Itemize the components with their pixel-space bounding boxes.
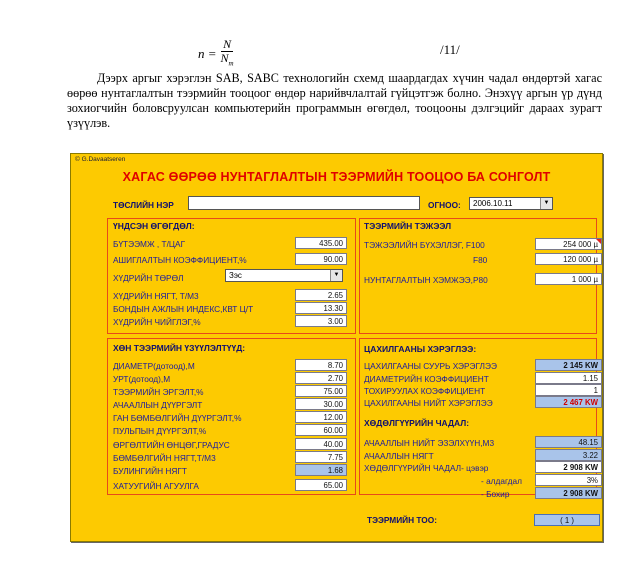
capacity-heading: ХӨДӨЛГҮҮРИЙН ЧАДАЛ: xyxy=(364,418,470,428)
mill-param-label: ДИАМЕТР(дотоод),М xyxy=(113,361,195,371)
date-select[interactable] xyxy=(469,197,553,210)
mill-param-input[interactable]: 8.70 xyxy=(295,359,347,371)
capacity-row-label: АЧААЛЛЫН НИЙТ ЭЗЭЛХҮҮН,М3 xyxy=(364,438,495,448)
power-row-label: ЦАХИЛГААНЫ НИЙТ ХЭРЭГЛЭЭ xyxy=(364,398,493,408)
mill-param-label: ТЭЭРМИЙН ЭРГЭЛТ,% xyxy=(113,387,204,397)
formula xyxy=(198,38,234,70)
mill-count-label: ТЭЭРМИЙН ТОО: xyxy=(367,515,437,525)
mill-param-input[interactable]: 65.00 xyxy=(295,479,347,491)
productivity-input[interactable]: 435.00 xyxy=(295,237,347,249)
capacity-row-value: 3.22 xyxy=(535,449,602,461)
mill-param-label: ХАТУУГИЙН АГУУЛГА xyxy=(113,481,199,491)
mill-param-label: АЧААЛЛЫН ДҮҮРГЭЛТ xyxy=(113,400,203,410)
project-name-label: ТӨСЛИЙН НЭР xyxy=(113,200,174,210)
author-credit: © G.Davaatseren xyxy=(75,156,126,163)
mill-param-label: БУЛИНГИЙН НЯГТ xyxy=(113,466,187,476)
mill-param-input[interactable]: 75.00 xyxy=(295,385,347,397)
capacity-row-value: 48.15 xyxy=(535,436,602,448)
mill-param-label: БӨМБӨЛГИЙН НЯГТ,Т/М3 xyxy=(113,453,216,463)
mill-param-label: УРТ(дотоод),М xyxy=(113,374,171,384)
chevron-down-icon[interactable]: ▼ xyxy=(330,270,342,281)
mill-param-input[interactable]: 40.00 xyxy=(295,438,347,450)
capacity-row-value: 2 908 KW xyxy=(535,461,602,473)
capacity-row-label: - алдагдал xyxy=(481,476,522,486)
density-label: ХҮДРИЙН НЯГТ, Т/М3 xyxy=(113,291,199,301)
power-row-label: ТОХИРУУЛАХ КОЭФФИЦИЕНТ xyxy=(364,386,486,396)
mill-param-input[interactable]: 30.00 xyxy=(295,398,347,410)
bond-label: БОНДЫН АЖЛЫН ИНДЕКС,КВТ Ц/Т xyxy=(113,304,254,314)
mill-param-label: ПУЛЬПЫН ДҮҮРГЭЛТ,% xyxy=(113,426,207,436)
capacity-row-value: 3% xyxy=(535,474,602,486)
date-label: ОГНОО: xyxy=(428,200,461,210)
mill-heading: ХӨН ТЭЭРМИЙН ҮЗҮҮЛЭЛТҮҮД: xyxy=(113,343,246,353)
date-value: 2006.10.11 xyxy=(473,199,513,208)
ore-type-label: ХҮДРИЙН ТӨРӨЛ xyxy=(113,273,184,283)
f80-label: F80 xyxy=(473,255,488,265)
power-row-label: ДИАМЕТРИЙН КОЭФФИЦИЕНТ xyxy=(364,374,489,384)
moisture-input[interactable]: 3.00 xyxy=(295,315,347,327)
mill-param-input[interactable]: 12.00 xyxy=(295,411,347,423)
equation-number: /11/ xyxy=(440,42,460,57)
feed-size-label: ТЭЖЭЭЛИЙН БҮХЭЛЛЭГ, F100 xyxy=(364,240,485,250)
mill-count-value: ( 1 ) xyxy=(534,514,600,526)
app-panel xyxy=(70,153,603,542)
power-row-value: 1 xyxy=(535,384,602,396)
mill-param-input[interactable]: 2.70 xyxy=(295,372,347,384)
usage-label: АШИГЛАЛТЫН КОЭФФИЦИЕНТ,% xyxy=(113,255,247,265)
bond-input[interactable]: 13.30 xyxy=(295,302,347,314)
power-row-label: ЦАХИЛГААНЫ СУУРЬ ХЭРЭГЛЭЭ xyxy=(364,361,497,371)
capacity-row-label: АЧААЛЛЫН НЯГТ xyxy=(364,451,434,461)
feed-size-input[interactable]: 254 000 µ xyxy=(535,238,602,250)
mill-param-input[interactable]: 1.68 xyxy=(295,464,347,476)
formula-denominator-text: N xyxy=(220,51,229,65)
f80-input[interactable]: 120 000 µ xyxy=(535,253,602,265)
formula-denominator xyxy=(221,52,234,70)
capacity-row-label: ХӨДӨЛГҮҮРИЙН ЧАДАЛ- цэвэр xyxy=(364,463,489,473)
usage-input[interactable]: 90.00 xyxy=(295,253,347,265)
formula-numerator: N xyxy=(223,37,232,51)
formula-lhs: n = xyxy=(198,46,217,62)
fineness-label: НУНТАГЛАЛТЫН ХЭМЖЭЭ,P80 xyxy=(364,275,488,285)
feed-heading: ТЭЭРМИЙН ТЭЖЭЭЛ xyxy=(364,221,452,231)
power-heading: ЦАХИЛГААНЫ ХЭРЭГЛЭЭ: xyxy=(364,344,477,354)
project-name-input[interactable] xyxy=(188,196,420,210)
app-title: ХАГАС ӨӨРӨӨ НУНТАГЛАЛТЫН ТЭЭРМИЙН ТООЦОО БА СОНГОЛТ xyxy=(122,170,551,184)
chevron-down-icon[interactable]: ▼ xyxy=(540,198,552,209)
base-heading: ҮНДСЭН ӨГӨГДӨЛ: xyxy=(113,221,195,231)
mill-param-label: ГАН БӨМБӨЛГИЙН ДҮҮРГЭЛТ,% xyxy=(113,413,242,423)
formula-fraction xyxy=(221,38,234,70)
ore-type-select[interactable] xyxy=(225,269,343,282)
moisture-label: ХҮДРИЙН ЧИЙГЛЭГ,% xyxy=(113,317,201,327)
power-row-value: 2 145 KW xyxy=(535,359,602,371)
mill-param-label: ӨРГӨЛТИЙН ӨНЦӨГ,ГРАДУС xyxy=(113,440,230,450)
ore-type-value: Зэс xyxy=(229,271,242,280)
productivity-label: БҮТЭЭМЖ , Т/ЦАГ xyxy=(113,239,186,249)
capacity-row-value: 2 908 KW xyxy=(535,487,602,499)
density-input[interactable]: 2.65 xyxy=(295,289,347,301)
mill-param-input[interactable]: 7.75 xyxy=(295,451,347,463)
body-paragraph: Дээрх аргыг хэрэглэн SAB, SABC технологийн схемд шаардагдах хүчин чадал өндөртэй хагас өөрөө нунтаглалтын тээрмийн тооцоог өндөр нарийвчлалтай гүйцэтгэж болно. Энэхүү аргын үр дүнд зохиогчийн боловсруулсан компьютерийн программын өгөгдөл, тооцооны дэлгэцийг дараах зурагт үзүүлэв. xyxy=(67,71,602,130)
power-row-value: 1.15 xyxy=(535,372,602,384)
formula-denominator-sub: m xyxy=(228,59,234,68)
fineness-input[interactable]: 1 000 µ xyxy=(535,273,602,285)
power-row-value: 2 467 KW xyxy=(535,396,602,408)
mill-param-input[interactable]: 60.00 xyxy=(295,424,347,436)
capacity-row-label: - Бохир xyxy=(481,489,510,499)
